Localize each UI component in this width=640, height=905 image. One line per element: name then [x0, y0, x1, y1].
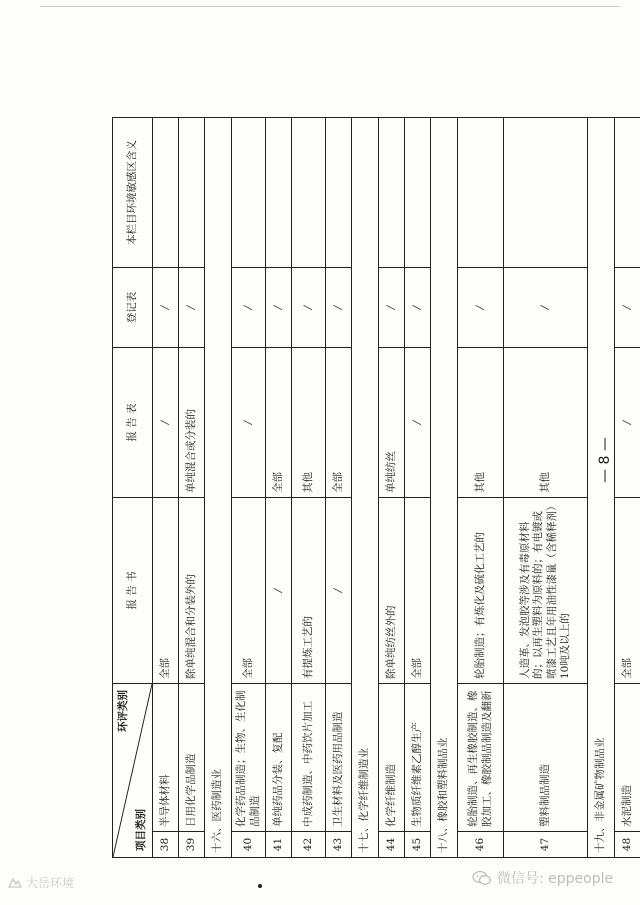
register-table-cell: / [405, 268, 431, 348]
section-row [352, 118, 379, 858]
sensitive-area-cell [458, 118, 504, 268]
register-table-cell: / [266, 268, 292, 348]
report-table-cell: 单纯纺丝 [379, 348, 405, 498]
row-number: 38 [153, 832, 179, 858]
sensitive-area-cell [326, 118, 352, 268]
section-row [431, 118, 458, 858]
sensitive-area-cell [153, 118, 179, 268]
brand-logo-icon [8, 877, 22, 889]
report-book-cell: / [326, 498, 352, 684]
register-table-cell: / [179, 268, 205, 348]
row-number: 47 [504, 832, 588, 858]
sensitive-area-cell [179, 118, 205, 268]
report-book-cell: 全部 [615, 498, 640, 684]
watermark-left [8, 874, 74, 891]
row-number: 46 [458, 832, 504, 858]
table-row [326, 118, 352, 858]
section-title: 十九、非金属矿物制品业 [588, 118, 615, 858]
report-table-cell: / [405, 348, 431, 498]
report-table-cell: 全部 [326, 348, 352, 498]
sensitive-area-cell [379, 118, 405, 268]
table-row [379, 118, 405, 858]
table-row [179, 118, 205, 858]
report-table-cell: 其他 [292, 348, 326, 498]
row-number: 43 [326, 832, 352, 858]
table-row [405, 118, 431, 858]
report-book-cell: 除单纯混合和分装外的 [179, 498, 205, 684]
table-row [266, 118, 292, 858]
project-category-cell: 塑料制品制造 [504, 684, 588, 832]
report-table-cell: 全部 [266, 348, 292, 498]
report-book-cell: 全部 [232, 498, 266, 684]
table-row [458, 118, 504, 858]
project-category-cell: 水泥制造 [615, 684, 640, 832]
table-header-row [113, 118, 153, 858]
sensitive-area-cell [292, 118, 326, 268]
register-table-cell: / [232, 268, 266, 348]
table-row [292, 118, 326, 858]
row-number: 39 [179, 832, 205, 858]
section-row [588, 118, 615, 858]
row-number: 48 [615, 832, 640, 858]
project-category-cell: 轮胎制造、再生橡胶制造、橡胶加工、橡胶制品制造及翻新 [458, 684, 504, 832]
sensitive-area-cell [266, 118, 292, 268]
report-table-cell: / [153, 348, 179, 498]
report-table-cell: 其他 [458, 348, 504, 498]
register-table-cell: / [615, 268, 640, 348]
project-category-cell: 中成药制造、中药饮片加工 [292, 684, 326, 832]
report-book-cell: 全部 [153, 498, 179, 684]
env-category-label: 环评类别 [117, 690, 129, 732]
register-table-cell: / [326, 268, 352, 348]
register-table-cell: / [153, 268, 179, 348]
report-book-cell: 除单纯纺丝外的 [379, 498, 405, 684]
section-row [205, 118, 232, 858]
diagonal-header-cell [113, 684, 153, 858]
row-number: 45 [405, 832, 431, 858]
row-number: 44 [379, 832, 405, 858]
wechat-icon [472, 870, 492, 886]
project-category-label: 项目类别 [134, 809, 147, 851]
register-table-cell: / [504, 268, 588, 348]
watermark-left-text: 大岳环境 [26, 876, 75, 890]
scan-speck [258, 884, 262, 888]
report-book-cell: 人造革、发泡胶等涉及有毒原材料的；以再生塑料为原料的；有电镀或喷漆工艺且年用油性漆量（含稀释剂）10吨及以上的 [504, 498, 588, 684]
rotated-table-container [112, 118, 633, 858]
project-category-cell: 化学药品制造；生物、生化制品制造 [232, 684, 266, 832]
register-table-header: 登记表 [113, 268, 153, 348]
register-table-cell: / [379, 268, 405, 348]
watermark-right [472, 868, 613, 888]
register-table-cell: / [458, 268, 504, 348]
report-book-cell: 全部 [405, 498, 431, 684]
sensitive-area-cell [615, 118, 640, 268]
project-category-cell: 单纯药品分装、复配 [266, 684, 292, 832]
watermark-right-text: 微信号: eppeople [497, 871, 614, 887]
project-category-cell: 生物质纤维素乙醇生产 [405, 684, 431, 832]
row-number: 41 [266, 832, 292, 858]
report-table-header: 报 告 表 [113, 348, 153, 498]
report-table-cell: 单纯混合或分装的 [179, 348, 205, 498]
row-number: 42 [292, 832, 326, 858]
section-title: 十八、橡胶和塑料制品业 [431, 118, 458, 858]
report-book-cell: / [266, 498, 292, 684]
report-table-cell: / [615, 348, 640, 498]
table-row [504, 118, 588, 858]
table-row [615, 118, 640, 858]
project-category-cell: 半导体材料 [153, 684, 179, 832]
register-table-cell: / [292, 268, 326, 348]
project-category-cell: 化学纤维制造 [379, 684, 405, 832]
section-title: 十六、医药制造业 [205, 118, 232, 858]
sensitive-area-header: 本栏目环境敏感区含义 [113, 118, 153, 268]
eia-category-table [112, 117, 640, 858]
sensitive-area-cell [504, 118, 588, 268]
top-edge-line [40, 6, 620, 7]
sensitive-area-cell [232, 118, 266, 268]
sensitive-area-cell [405, 118, 431, 268]
project-category-cell: 卫生材料及医药用品制造 [326, 684, 352, 832]
report-book-cell: 轮胎制造；有炼化及硫化工艺的 [458, 498, 504, 684]
page-number: — 8 — [596, 437, 613, 483]
report-table-cell: / [232, 348, 266, 498]
report-book-header: 报 告 书 [113, 498, 153, 684]
section-title: 十七、化学纤维制造业 [352, 118, 379, 858]
row-number: 40 [232, 832, 266, 858]
table-row [232, 118, 266, 858]
table-body [153, 118, 640, 858]
project-category-cell: 日用化学品制造 [179, 684, 205, 832]
report-table-cell: 其他 [504, 348, 588, 498]
table-row [153, 118, 179, 858]
report-book-cell: 有提炼工艺的 [292, 498, 326, 684]
